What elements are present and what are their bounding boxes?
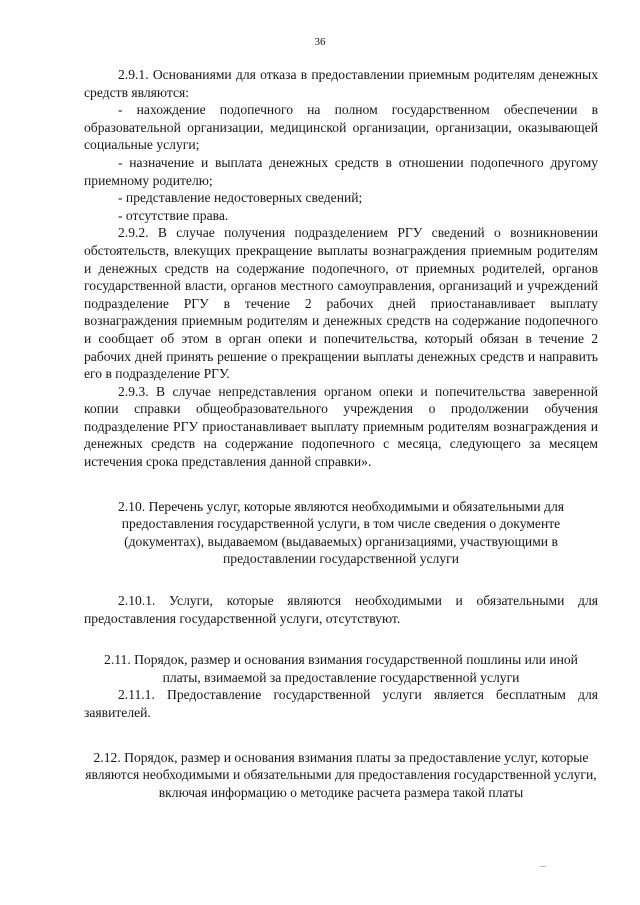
heading-2-11: 2.11. Порядок, размер и основания взимания государственной пошлины или иной платы, взимаемой за предоставление государственной услуги (104, 652, 578, 685)
paragraph-2-9-1: 2.9.1. Основаниями для отказа в предоставлении приемным родителям денежных средств являются: (84, 67, 598, 100)
paragraph-2-9-3: 2.9.3. В случае непредставления органом опеки и попечительства заверенной копии справки общеобразовательного учреждения о продолжении обучения подразделение РГУ приостанавливает выплату приемным родителям вознаграждения и денежных средств на содержание подопечного с месяца, следующего за месяцем истечения срока представления данной справки». (84, 383, 598, 470)
list-item-other-parent-payment: - назначение и выплата денежных средств в отношении подопечного другому приемному родителю; (84, 154, 598, 188)
list-item-false-information: - представление недостоверных сведений; (118, 190, 363, 206)
heading-2-10: 2.10. Перечень услуг, которые являются необходимыми и обязательными для предоставления государственной услуги, в том числе сведения о документе (документах), выдаваемом (выдаваемых) организациями, участвующими в предоставлении государственной услуги (117, 498, 564, 567)
document-body (84, 66, 598, 801)
heading-2-12: 2.12. Порядок, размер и основания взимания платы за предоставление услуг, которые являются необходимыми и обязательными для предоставления государственной услуги, включая информацию о методике расчета размера такой платы (85, 749, 597, 800)
scan-mark (540, 866, 546, 867)
paragraph-2-10-1: 2.10.1. Услуги, которые являются необходимыми и обязательными для предоставления государственной услуги, отсутствуют. (84, 593, 598, 626)
paragraph-2-11-1: 2.11.1. Предоставление государственной услуги является бесплатным для заявителей. (84, 687, 598, 720)
paragraph-2-9-2: 2.9.2. В случае получения подразделением РГУ сведений о возникновении обстоятельств, влекущих прекращение выплаты вознаграждения приемным родителям и денежных средств на содержание подопечного, от приемных родителей, органов государственной власти, органов местного самоуправления, организаций и учреждений подразделение РГУ в течение 2 рабочих дней приостанавливает выплату вознаграждения приемным родителям и денежных средств на содержание подопечного и сообщает об этом в орган опеки и попечительства, который обязан в течение 2 рабочих дней принять решение о прекращении выплаты денежных средств и направить его в подразделение РГУ. (84, 225, 598, 382)
list-item-no-right: - отсутствие права. (118, 207, 229, 223)
list-item-full-state-support: - нахождение подопечного на полном государственном обеспечении в образовательной организации, медицинской организации, организации, оказывающей социальные услуги; (84, 102, 598, 153)
page-number: 36 (314, 36, 326, 48)
